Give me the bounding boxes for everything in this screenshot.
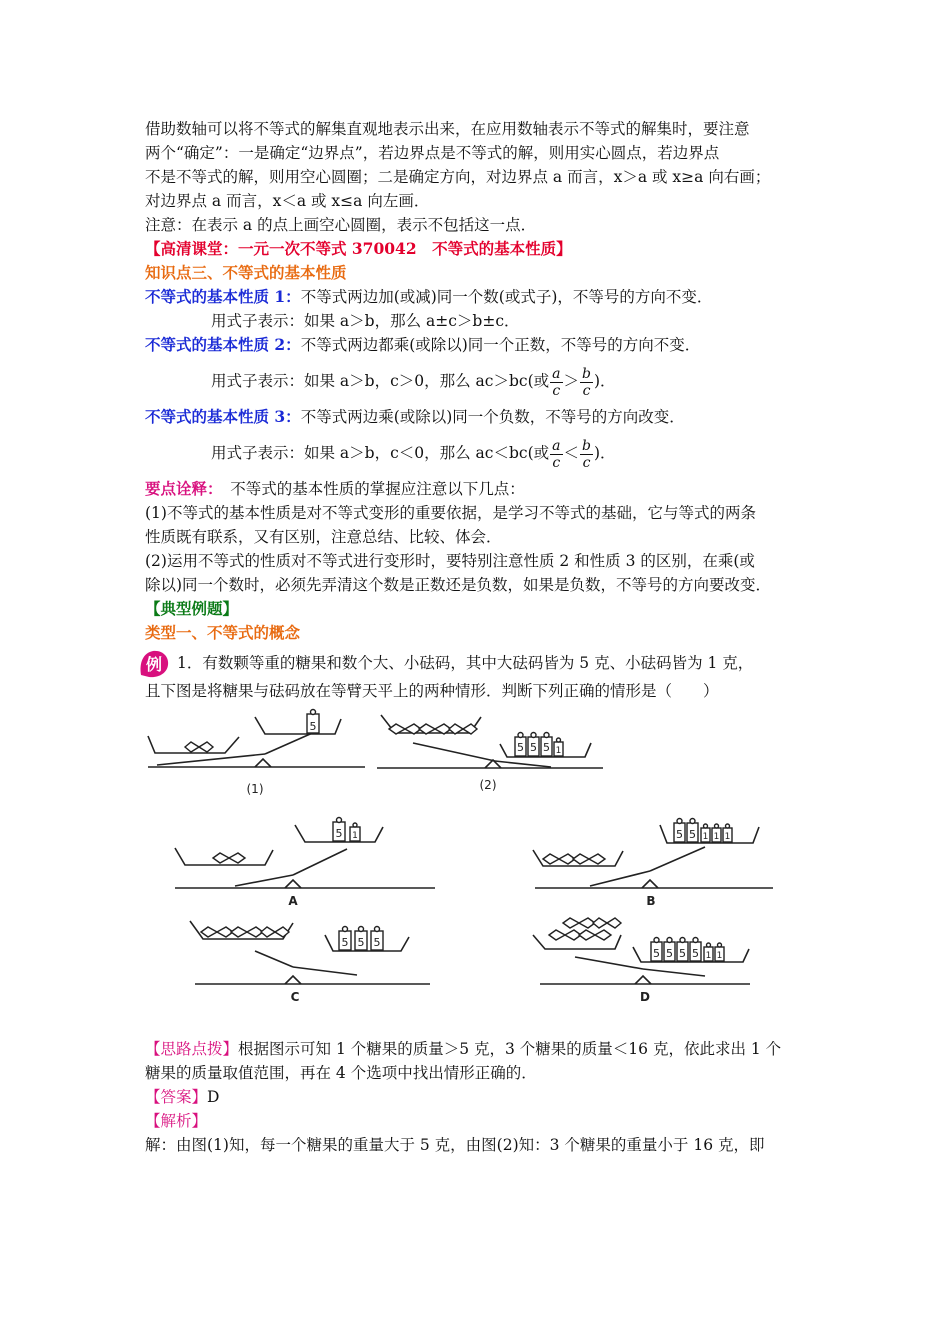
svg-text:5: 5 xyxy=(676,828,683,841)
svg-text:1: 1 xyxy=(352,831,358,841)
property3-label: 不等式的基本性质 3： xyxy=(145,407,301,426)
balance-figure xyxy=(145,703,815,1027)
figure-label-2: (2) xyxy=(479,778,497,792)
examples-title: 【典型例题】 xyxy=(145,599,239,618)
intro-note: 注意：在表示 a 的点上画空心圆圈，表示不包括这一点． xyxy=(145,216,537,234)
svg-text:1: 1 xyxy=(555,746,562,756)
intro-line: 两个“确定”：一是确定“边界点”，若边界点是不等式的解，则用实心圆点，若边界点 xyxy=(145,144,720,162)
property3-text: 不等式两边乘(或除以)同一个负数，不等号的方向改变． xyxy=(300,408,685,426)
example1-line xyxy=(145,649,815,679)
svg-text:5: 5 xyxy=(335,827,343,840)
svg-text:5: 5 xyxy=(692,947,699,960)
key-point-2: (2)运用不等式的性质对不等式进行变形时，要特别注意性质 2 和性质 3 的区别，在乘(或 xyxy=(145,552,755,570)
property3-formula-prefix: 用式子表示：如果 a＞b，c＜0，那么 ac＜bc(或 xyxy=(211,444,550,462)
svg-text:5: 5 xyxy=(341,936,349,949)
analysis-line: 解：由图(1)知，每一个糖果的重量大于 5 克，由图(2)知：3 个糖果的重量小于 16 克，即 xyxy=(145,1136,765,1154)
svg-text:5: 5 xyxy=(666,947,673,960)
property3-op: ＜ xyxy=(563,444,580,462)
intro-line: 不是不等式的解，则用空心圆圈；二是确定方向，对边界点 a 而言，x＞a 或 x≥a 向右画； xyxy=(145,168,771,186)
example1-text: 1．有数颗等重的糖果和数个大、小砝码，其中大砝码皆为 5 克、小砝码皆为 1 克， xyxy=(177,654,754,672)
property1-text: 不等式两边加(或减)同一个数(或式子)，不等号的方向不变． xyxy=(300,288,713,306)
svg-text:5: 5 xyxy=(530,741,537,754)
option-label-b: B xyxy=(646,894,656,908)
fraction-b-over-c: $\frac{b}{c}$ xyxy=(582,437,591,471)
svg-text:1: 1 xyxy=(702,832,709,842)
property2-formula-suffix: )． xyxy=(593,372,616,390)
svg-text:5: 5 xyxy=(689,828,696,841)
answer xyxy=(145,1085,815,1109)
key-points-intro: 不等式的基本性质的掌握应注意以下几点： xyxy=(214,480,525,498)
svg-text:1: 1 xyxy=(716,951,723,961)
example-badge-icon xyxy=(137,649,171,679)
figure-label-1: (1) xyxy=(246,782,264,796)
svg-text:1: 1 xyxy=(705,951,712,961)
hint-line2: 糖果的质量取值范围，再在 4 个选项中找出情形正确的． xyxy=(145,1064,537,1082)
property1-formula: 用式子表示：如果 a＞b，那么 a±c＞b±c． xyxy=(211,312,520,330)
property2-formula-prefix: 用式子表示：如果 a＞b，c＞0，那么 ac＞bc(或 xyxy=(211,372,550,390)
option-label-c: C xyxy=(290,990,300,1004)
key-point-1: 性质既有联系，又有区别，注意总结、比较、体会． xyxy=(145,528,502,546)
fraction-a-over-c: $\frac{a}{c}$ xyxy=(552,365,561,399)
svg-text:5: 5 xyxy=(309,720,317,733)
svg-text:5: 5 xyxy=(653,947,660,960)
hint-label: 【思路点拨】 xyxy=(145,1040,239,1058)
svg-text:5: 5 xyxy=(517,741,524,754)
property3 xyxy=(145,405,815,429)
svg-text:5: 5 xyxy=(373,936,381,949)
svg-text:例: 例 xyxy=(145,655,163,674)
property2-label: 不等式的基本性质 2： xyxy=(145,335,301,354)
svg-text:5: 5 xyxy=(357,936,365,949)
key-point-2: 除以)同一个数时，必须先弄清这个数是正数还是负数，如果是负数，不等号的方向要改变． xyxy=(145,576,772,594)
fraction-a-over-c: $\frac{a}{c}$ xyxy=(552,437,561,471)
option-label-d: D xyxy=(640,990,650,1004)
intro-line: 借助数轴可以将不等式的解集直观地表示出来，在应用数轴表示不等式的解集时，要注意 xyxy=(145,120,750,138)
svg-text:1: 1 xyxy=(713,832,720,842)
key-points xyxy=(145,477,815,501)
example1-line: 且下图是将糖果与砝码放在等臂天平上的两种情形．判断下列正确的情形是（ ） xyxy=(145,682,719,700)
intro-line: 对边界点 a 而言，x＜a 或 x≤a 向左画． xyxy=(145,192,430,210)
option-label-a: A xyxy=(288,894,298,908)
hint-text: 根据图示可知 1 个糖果的质量＞5 克，3 个糖果的质量＜16 克，依此求出 1 个 xyxy=(238,1040,782,1058)
analysis-label: 【解析】 xyxy=(145,1112,208,1130)
svg-text:1: 1 xyxy=(724,832,731,842)
property3-formula-suffix: )． xyxy=(593,444,616,462)
svg-text:5: 5 xyxy=(543,741,550,754)
key-point-1: (1)不等式的基本性质是对不等式变形的重要依据，是学习不等式的基础，它与等式的两条 xyxy=(145,504,756,522)
property2-op: ＞ xyxy=(563,372,580,390)
fraction-b-over-c: $\frac{b}{c}$ xyxy=(582,365,591,399)
document-page xyxy=(145,117,815,1157)
type1-title: 类型一、不等式的概念 xyxy=(145,623,301,642)
key-points-label: 要点诠释： xyxy=(145,479,215,498)
hint xyxy=(145,1037,815,1061)
answer-label: 【答案】 xyxy=(145,1088,208,1106)
property2-formula xyxy=(145,357,815,405)
property2-text: 不等式两边都乘(或除以)同一个正数，不等号的方向不变． xyxy=(300,336,701,354)
property2 xyxy=(145,333,815,357)
balance-scales-illustration xyxy=(145,703,815,1023)
class-banner: 【高清课堂：一元一次不等式 370042 不等式的基本性质】 xyxy=(145,239,572,258)
property3-formula xyxy=(145,429,815,477)
section3-title: 知识点三、不等式的基本性质 xyxy=(145,263,347,282)
svg-text:5: 5 xyxy=(679,947,686,960)
answer-value: D xyxy=(207,1088,220,1106)
property1 xyxy=(145,285,815,309)
property1-label: 不等式的基本性质 1： xyxy=(145,287,301,306)
